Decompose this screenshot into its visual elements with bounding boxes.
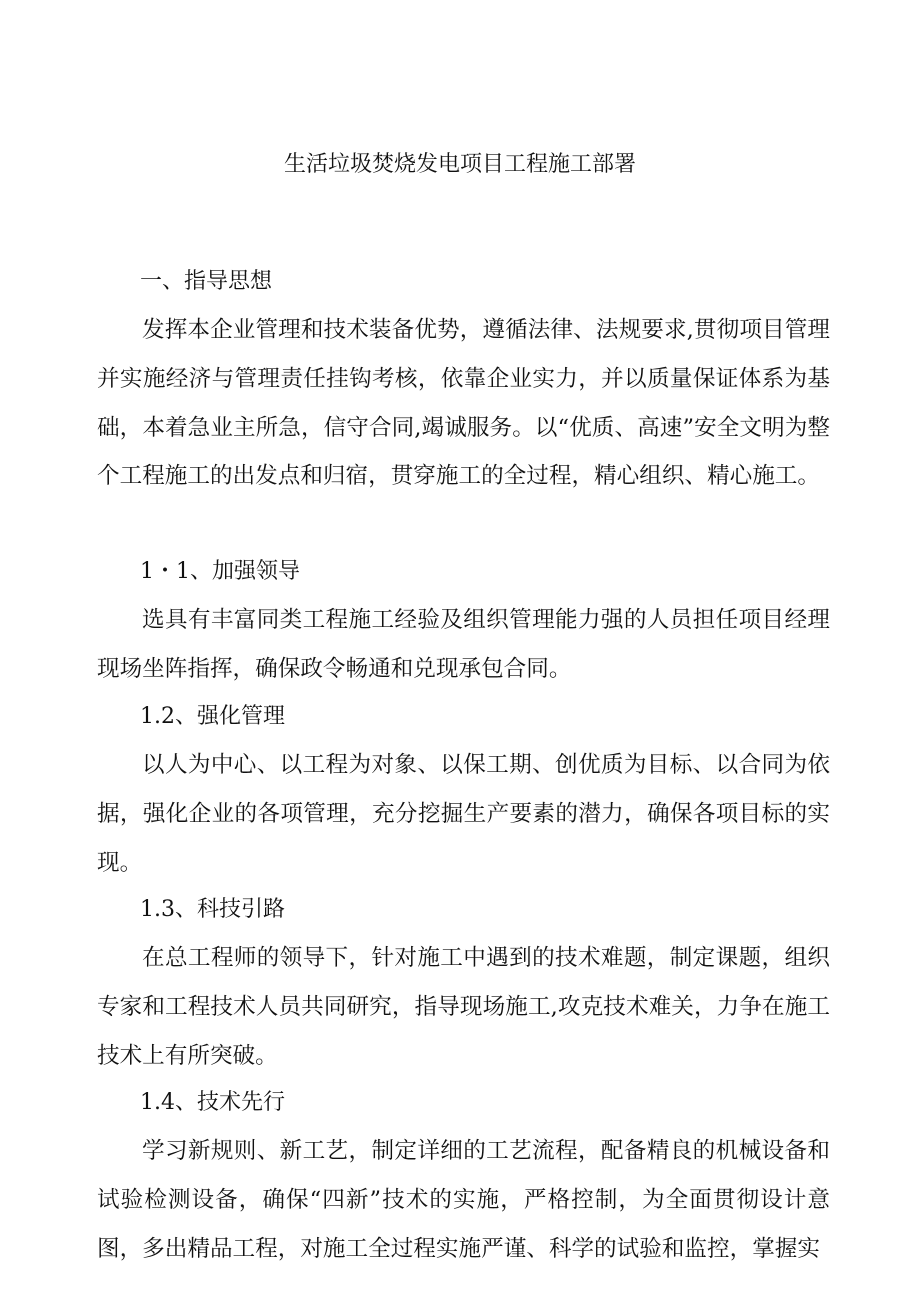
section-heading-1-4: 1.4、技术先行 bbox=[140, 1090, 285, 1115]
section-paragraph-1-1: 选具有丰富同类工程施工经验及组织管理能力强的人员担任项目经理现场坐阵指挥，确保政令畅通和兑现承包合同。 bbox=[97, 607, 830, 682]
section-heading-1-3: 1.3、科技引路 bbox=[140, 897, 285, 922]
section-heading-1-2: 1.2、强化管理 bbox=[140, 704, 285, 729]
section-heading-1-1: 1・1、加强领导 bbox=[140, 559, 300, 584]
section-paragraph-1-2: 以人为中心、以工程为对象、以保工期、创优质为目标、以合同为依据，强化企业的各项管理，充分挖掘生产要素的潜力，确保各项目标的实现。 bbox=[97, 752, 830, 876]
section-paragraph-guiding-ideology: 发挥本企业管理和技术装备优势，遵循法律、法规要求,贯彻项目管理并实施经济与管理责任挂钩考核，依靠企业实力，并以质量保证体系为基础，本着急业主所急，信守合同,竭诚服务。以“优质、高速”安全文明为整个工程施工的出发点和归宿，贯穿施工的全过程，精心组织、精心施工。 bbox=[97, 317, 830, 490]
section-paragraph-1-4: 学习新规则、新工艺，制定详细的工艺流程，配备精良的机械设备和试验检测设备，确保“四新”技术的实施，严格控制，为全面贯彻设计意图，多出精品工程，对施工全过程实施严谨、科学的试验和监控，掌握实 bbox=[97, 1138, 830, 1262]
document-title: 生活垃圾焚烧发电项目工程施工部署 bbox=[283, 152, 636, 177]
section-heading-guiding-ideology: 一、指导思想 bbox=[140, 269, 273, 294]
section-paragraph-1-3: 在总工程师的领导下，针对施工中遇到的技术难题，制定课题，组织专家和工程技术人员共同研究，指导现场施工,攻克技术难关，力争在施工技术上有所突破。 bbox=[97, 945, 830, 1069]
